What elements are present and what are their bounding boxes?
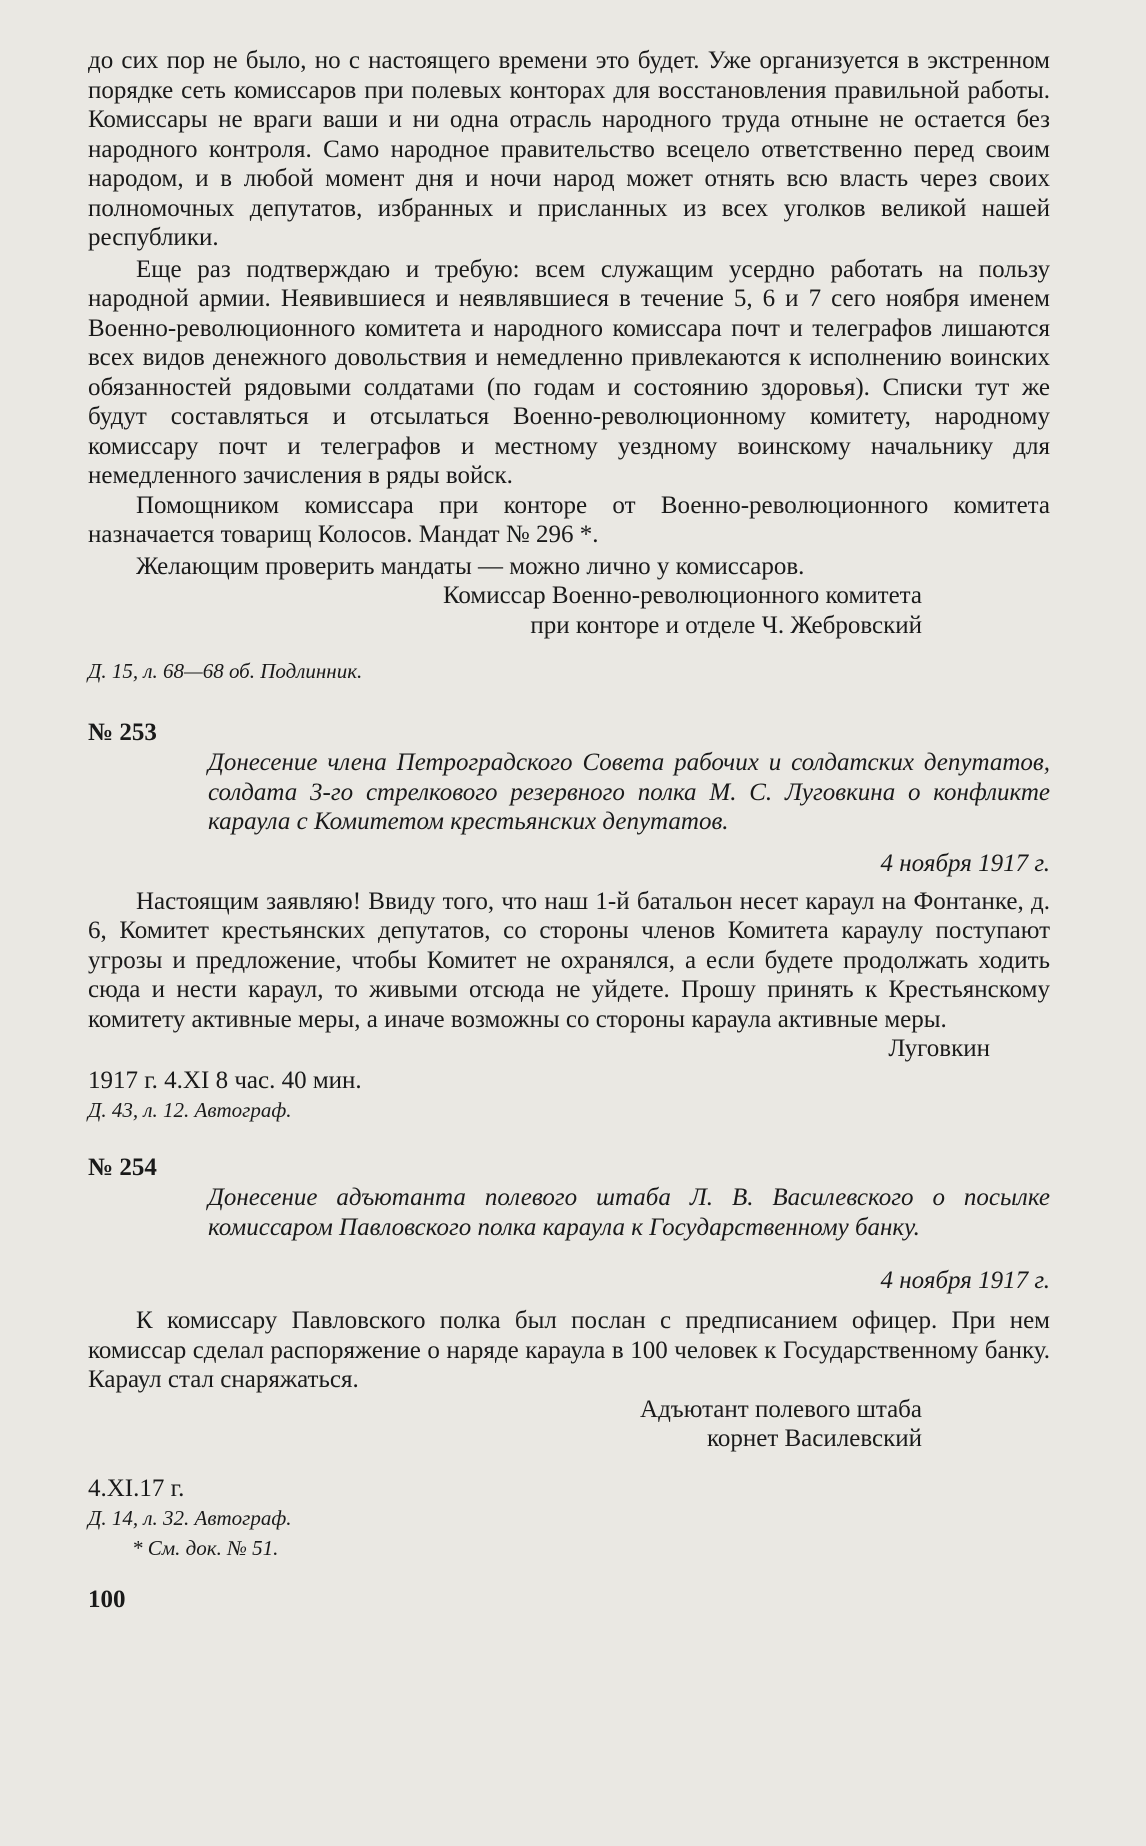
doc252-paragraph-3: Помощником комиссара при конторе от Военно-революционного комитета назначается товарищ Колосов. Мандат № 296 *. xyxy=(88,491,1050,548)
doc253-source-reference: Д. 43, л. 12. Автограф. xyxy=(88,1098,292,1122)
doc254-body: К комиссару Павловского полка был послан с предписанием офицер. При нем комиссар сделал распоряжение о наряде караула в 100 человек к Государственному банку. Караул стал снаряжаться. xyxy=(88,1307,1050,1393)
doc253-date: 4 ноября 1917 г. xyxy=(880,849,1050,877)
doc254-number: № 254 xyxy=(88,1154,157,1181)
doc254-title: Донесение адъютанта полевого штаба Л. В. Василевского о посылке комиссаром Павловского полка караула к Государственному банку. xyxy=(208,1184,1050,1241)
doc254-signature-line-2: корнет Василевский xyxy=(706,1425,922,1452)
doc253-number: № 253 xyxy=(88,719,157,746)
doc252-signature-line-1: Комиссар Военно-революционного комитета xyxy=(442,582,922,609)
doc253-title: Донесение члена Петроградского Совета рабочих и солдатских депутатов, солдата 3-го стрелкового резервного полка М. С. Луговкина о конфликте караула с Комитетом крестьянских депутатов. xyxy=(208,749,1050,835)
doc254-date: 4 ноября 1917 г. xyxy=(880,1267,1050,1294)
footnote: * См. док. № 51. xyxy=(132,1536,279,1560)
doc254-signature-line-1: Адъютант полевого штаба xyxy=(640,1395,922,1423)
doc254-dateline: 4.XI.17 г. xyxy=(88,1474,185,1502)
doc253-body: Настоящим заявляю! Ввиду того, что наш 1-й батальон несет караул на Фонтанке, д. 6, Комитет крестьянских депутатов, со стороны членов Комитета караулу поступают угрозы и предложение, чтобы Комитет не охранялся, а если будете продолжать ходить сюда и нести караул, то живыми отсюда не уйдете. Прошу принять к Крестьянскому комитету активные меры, а иначе возможны со стороны караула активные меры. xyxy=(88,887,1050,1033)
doc253-dateline: 1917 г. 4.XI 8 час. 40 мин. xyxy=(88,1066,362,1094)
document-page xyxy=(88,46,1050,1615)
page-number: 100 xyxy=(88,1586,126,1613)
doc253-signature: Луговкин xyxy=(888,1035,990,1062)
doc252-paragraph-4: Желающим проверить мандаты — можно лично у комиссаров. xyxy=(136,552,805,580)
doc254-source-reference: Д. 14, л. 32. Автограф. xyxy=(88,1506,292,1530)
doc252-source-reference: Д. 15, л. 68—68 об. Подлинник. xyxy=(88,659,363,683)
doc252-signature-line-2: при конторе и отделе Ч. Жебровский xyxy=(530,611,922,639)
doc252-paragraph-1: до сих пор не было, но с настоящего времени это будет. Уже организуется в экстренном порядке сеть комиссаров при полевых конторах для восстановления правильной работы. Комиссары не враги ваши и ни одна отрасль народного труда отныне не остается без народного контроля. Само народное правительство всецело ответственно перед своим народом, и в любой момент дня и ночи народ может отнять всю власть через своих полномочных депутатов, избранных и присланных из всех уголков великой нашей республики. xyxy=(88,47,1050,251)
doc252-paragraph-2: Еще раз подтверждаю и требую: всем служащим усердно работать на пользу народной армии. Неявившиеся и неявлявшиеся в течение 5, 6 и 7 сего ноября именем Военно-революционного комитета и народного комиссара почт и телеграфов лишаются всех видов денежного довольствия и немедленно привлекаются к исполнению воинских обязанностей рядовыми солдатами (по годам и состоянию здоровья). Списки тут же будут составляться и отсылаться Военно-революционному комитету, народному комиссару почт и телеграфов и местному уездному воинскому начальнику для немедленного зачисления в ряды войск. xyxy=(88,255,1050,489)
